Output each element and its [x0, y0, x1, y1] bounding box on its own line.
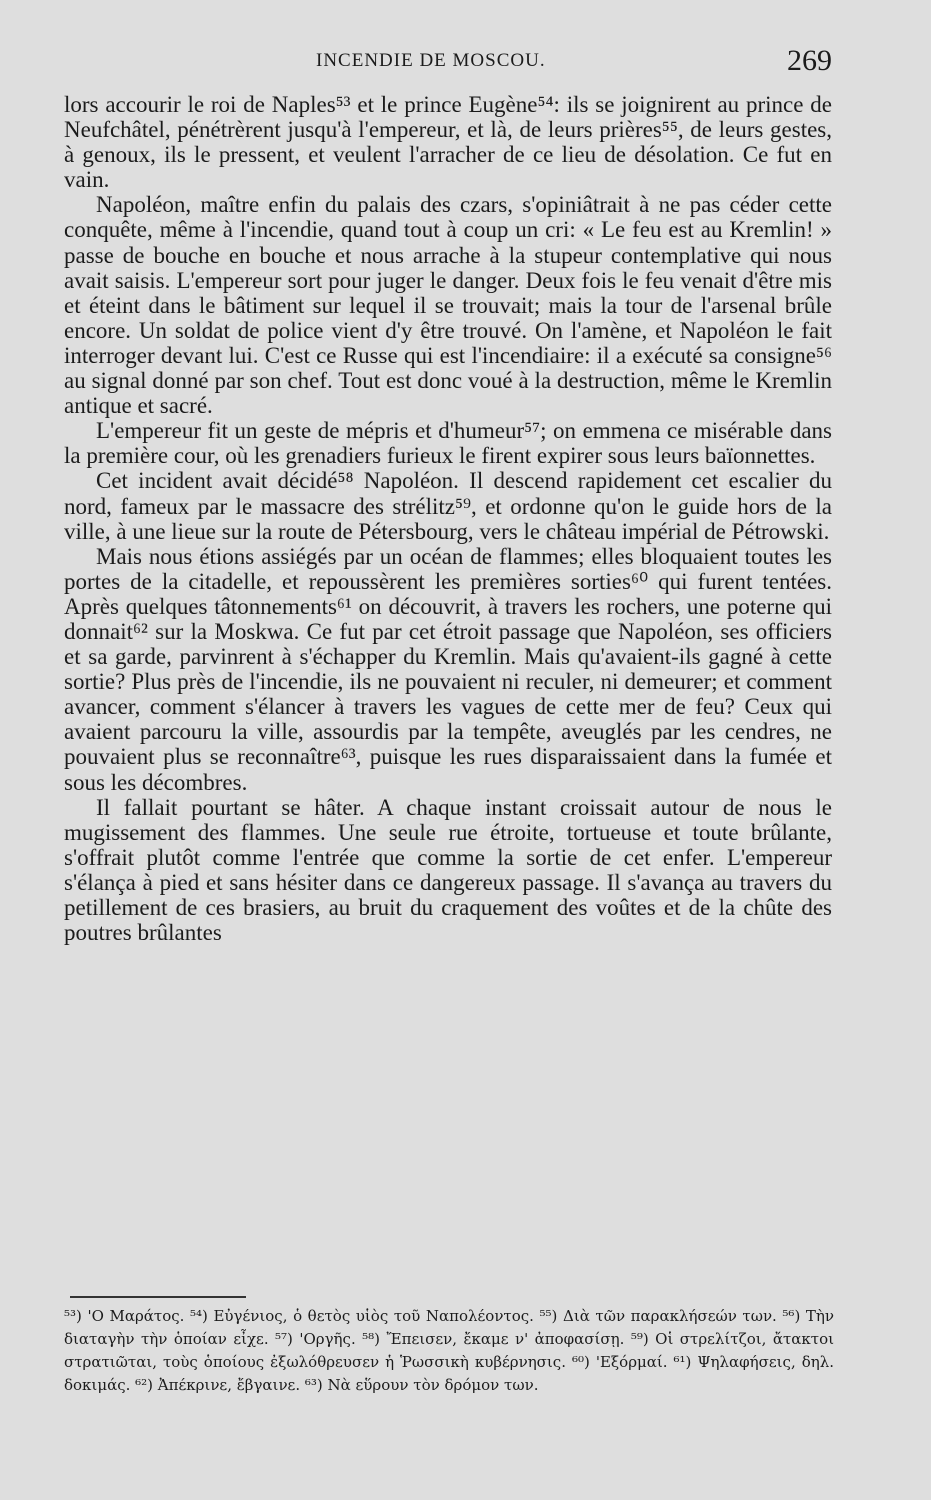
page-number: 269 — [787, 44, 832, 77]
paragraph: lors accourir le roi de Naples⁵³ et le prince Eugène⁵⁴: ils se joignirent au prince de Neufchâtel, pénétrèrent jusqu'à l'empereur, et là, de leurs prières⁵⁵, de leurs gestes, à genoux, ils le pressent, et veulent l'arracher de ce lieu de désolation. Ce fut en vain. — [64, 92, 832, 193]
page-header — [66, 44, 832, 84]
body-text — [64, 92, 832, 945]
footnotes: ⁵³) 'Ο Μαράτος. ⁵⁴) Εὐγένιος, ὁ θετὸς υἱὸς τοῦ Ναπολέοντος. ⁵⁵) Διὰ τῶν παρακλήσεών των. ⁵⁶) Τὴν διαταγὴν τὴν ὁποίαν εἶχε. ⁵⁷) 'Οργῆς. ⁵⁸) Ἔπεισεν, ἔκαμε ν' ἀποφασίσῃ. ⁵⁹) Οἱ στρελίτζοι, ἄτακτοι στρατιῶται, τοὺς ὁποίους ἐξωλόθρευσεν ἡ Ῥωσσικὴ κυβέρνησις. ⁶⁰) 'Εξόρμαί. ⁶¹) Ψηλαφήσεις, δηλ. δοκιμάς. ⁶²) Ἀπέκρινε, ἔβγαινε. ⁶³) Νὰ εὕρουν τὸν δρόμον των. — [64, 1307, 834, 1394]
paragraph: Cet incident avait décidé⁵⁸ Napoléon. Il descend rapidement cet escalier du nord, fameux par le massacre des strélitz⁵⁹, et ordonne qu'on le guide hors de la ville, à une lieue sur la route de Pétersbourg, vers le château impérial de Pétrowski. — [64, 468, 832, 544]
running-title: INCENDIE DE MOSCOU. — [316, 50, 546, 71]
paragraph: Napoléon, maître enfin du palais des czars, s'opiniâtrait à ne pas céder cette conquête, même à l'incendie, quand tout à coup un cri: « Le feu est au Kremlin! » passe de bouche en bouche et nous arrache à la stupeur contemplative qui nous avait saisis. L'empereur sort pour juger le danger. Deux fois le feu venait d'être mis et éteint dans le bâtiment sur lequel il se trouvait; mais la tour de l'arsenal brûle encore. Un soldat de police vient d'y être trouvé. On l'amène, et Napoléon le fait interroger devant lui. C'est ce Russe qui est l'incendiaire: il a exécuté sa consigne⁵⁶ au signal donné par son chef. Tout est donc voué à la destruction, même le Kremlin antique et sacré. — [64, 192, 832, 419]
paragraph: L'empereur fit un geste de mépris et d'humeur⁵⁷; on emmena ce misérable dans la première cour, où les grenadiers furieux le firent expirer sous leurs baïonnettes. — [64, 418, 832, 469]
paragraph: Il fallait pourtant se hâter. A chaque instant croissait autour de nous le mugissement des flammes. Une seule rue étroite, tortueuse et toute brûlante, s'offrait plutôt comme l'entrée que comme la sortie de cet enfer. L'empereur s'élança à pied et sans hésiter dans ce dangereux passage. Il s'avança au travers du petillement de ces brasiers, au bruit du craquement des voûtes et de la chûte des poutres brûlantes — [64, 794, 832, 946]
footnote-divider — [70, 1296, 246, 1298]
paragraph: Mais nous étions assiégés par un océan de flammes; elles bloquaient toutes les portes de la citadelle, et repoussèrent les premières sorties⁶⁰ qui furent tentées. Après quelques tâtonnements⁶¹ on découvrit, à travers les rochers, une poterne qui donnait⁶² sur la Moskwa. Ce fut par cet étroit passage que Napoléon, ses officiers et sa garde, parvinrent à s'échapper du Kremlin. Mais qu'avaient-ils gagné à cette sortie? Plus près de l'incendie, ils ne pouvaient ni reculer, ni demeurer; et comment avancer, comment s'élancer à travers les vagues de cette mer de feu? Ceux qui avaient parcouru la ville, assourdis par la tempête, aveuglés par les cendres, ne pouvaient plus se reconnaître⁶³, puisque les rues disparaissaient dans la fumée et sous les décombres. — [64, 543, 832, 795]
